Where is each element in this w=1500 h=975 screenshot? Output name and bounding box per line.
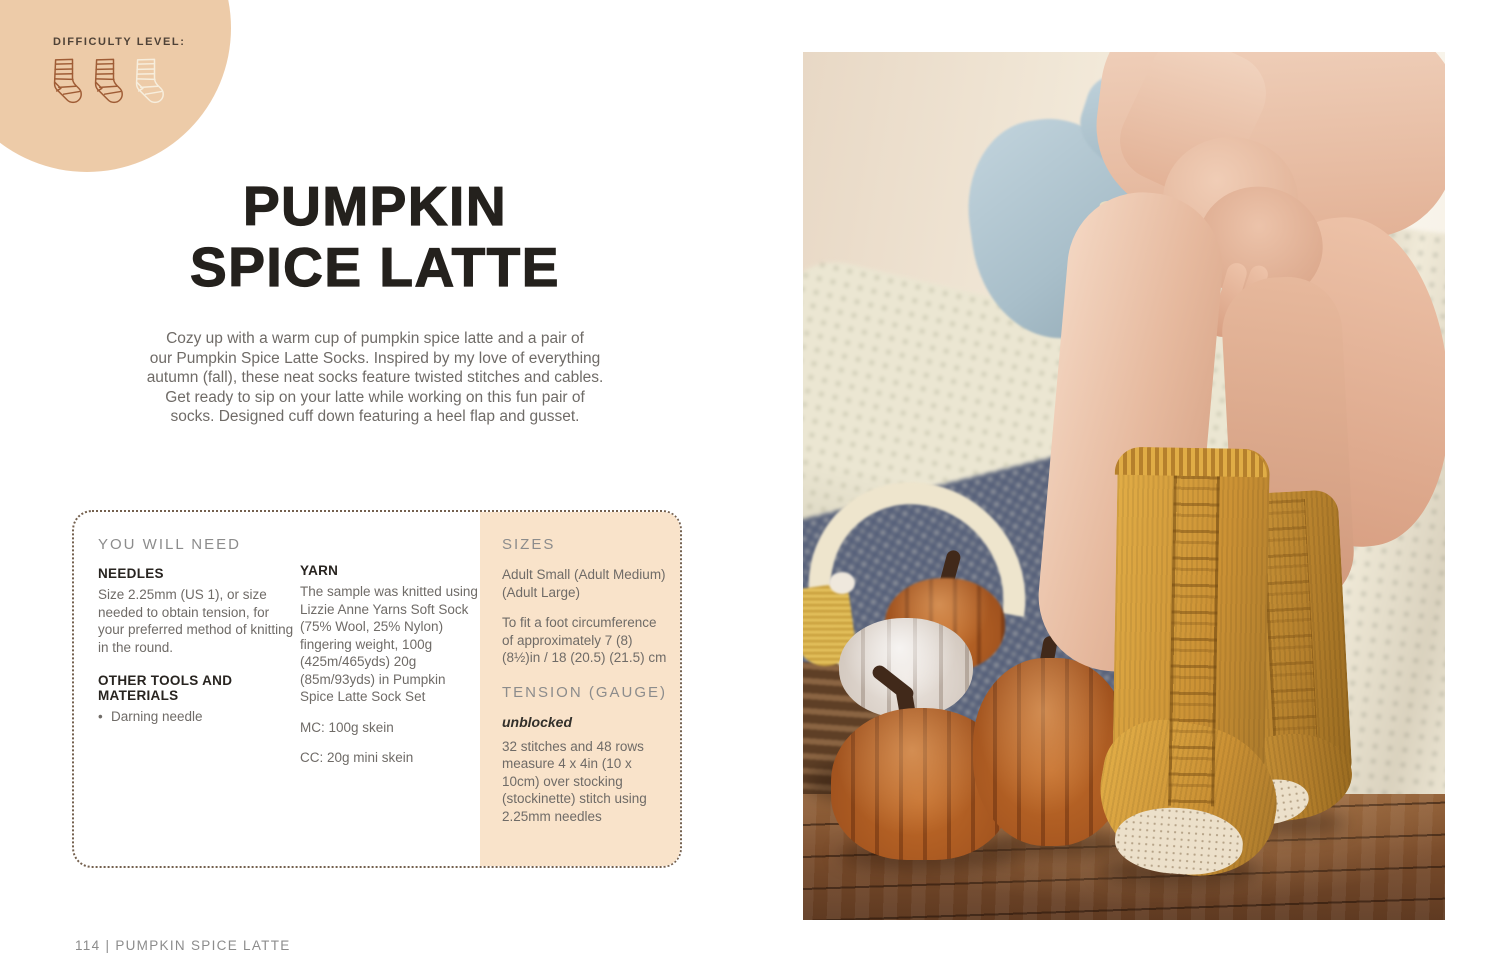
needles-body: Size 2.25mm (US 1), or size needed to obtain tension, for your preferred method of knitting in the round. (98, 587, 294, 655)
difficulty-rating (44, 56, 164, 106)
yarn-mc: MC: 100g skein (300, 719, 394, 735)
sizes-range: Adult Small (Adult Medium) (Adult Large) (502, 567, 666, 600)
sock-icon (85, 56, 123, 106)
tension-note: unblocked (502, 713, 573, 730)
sizes-heading: SIZES (502, 536, 556, 553)
title-line-2: SPICE LATTE (190, 236, 560, 298)
yarn-column (300, 563, 478, 780)
difficulty-label: DIFFICULTY LEVEL: (53, 36, 186, 48)
sock-front-cuff (1115, 447, 1267, 478)
page-title (75, 176, 675, 298)
photo-socks-model (803, 52, 1445, 920)
page-footer (75, 938, 291, 953)
sock-cable-panel (1168, 476, 1220, 807)
white-bud (829, 572, 855, 594)
sizes-fit: To fit a foot circumference of approximately 7 (8) (8½)in / 18 (20.5) (21.5) cm (502, 615, 667, 665)
footer-text: 114 | PUMPKIN SPICE LATTE (75, 938, 291, 953)
needles-heading: NEEDLES (98, 566, 164, 581)
sock-icon-empty (126, 56, 164, 106)
yarn-cc: CC: 20g mini skein (300, 750, 414, 765)
yarn-body: The sample was knitted using Lizzie Anne Yarns Soft Sock (75% Wool, 25% Nylon) fingering weight, 100g (425m/465yds) 20g (85m/93yds) in Pumpkin Spice Latte Sock Set (300, 584, 478, 704)
title-line-1: PUMPKIN (242, 175, 508, 237)
other-tools-item: • Darning needle (98, 708, 296, 726)
other-tools-heading: OTHER TOOLS AND MATERIALS (98, 673, 233, 703)
sizes-column (502, 536, 668, 838)
needles-column (98, 536, 296, 726)
you-will-need-heading: YOU WILL NEED (98, 536, 241, 553)
intro-paragraph: Cozy up with a warm cup of pumpkin spice latte and a pair of our Pumpkin Spice Latte Socks. Inspired by my love of everything autumn (fall), these neat socks feature twisted stitches and cables. Get ready to sip on your latte while working on this fun pair of socks. Designed cuff down featuring a heel flap and gusset. (146, 330, 604, 426)
tension-heading: TENSION (GAUGE) (502, 683, 668, 701)
yarn-heading: YARN (300, 563, 339, 578)
tension-body: 32 stitches and 48 rows measure 4 x 4in (10 x 10cm) over stocking (stockinette) stitch using 2.25mm needles (502, 738, 647, 824)
requirements-box (72, 510, 682, 868)
sock-icon (44, 56, 82, 106)
